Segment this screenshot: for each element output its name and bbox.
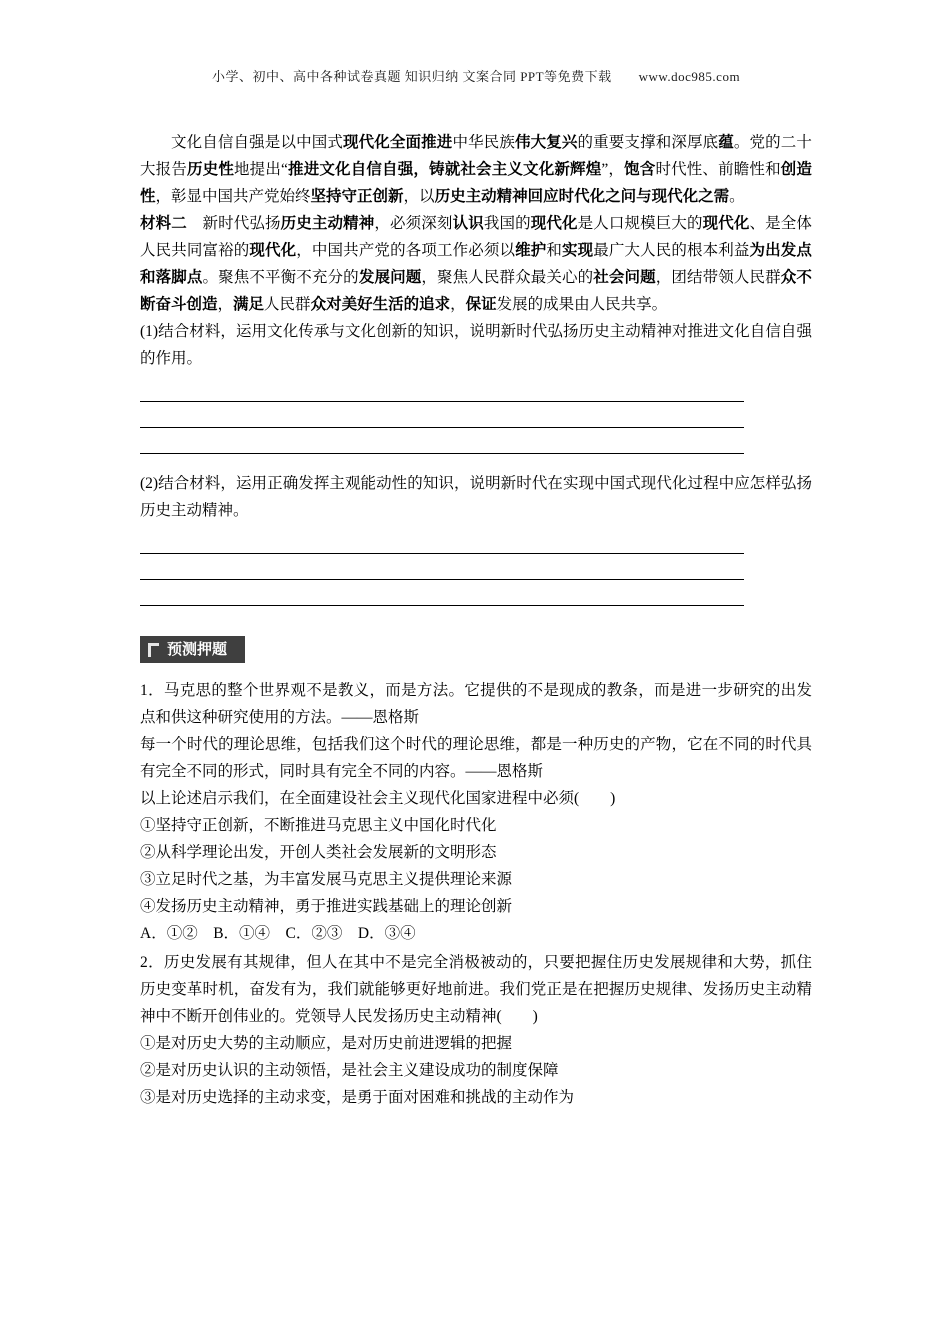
- answer-line: [140, 402, 744, 428]
- mcq1-option-3: ③立足时代之基，为丰富发展马克思主义提供理论来源: [140, 871, 513, 888]
- answer-area-2: [140, 528, 812, 606]
- subquestion-1: (1)结合材料，运用文化传承与文化创新的知识，说明新时代弘扬历史主动精神对推进文化自信自强的作用。: [140, 323, 812, 367]
- answer-line: [140, 528, 744, 554]
- answer-line: [140, 554, 744, 580]
- mcq2-option-2: ②是对历史认识的主动领悟，是社会主义建设成功的制度保障: [140, 1062, 559, 1079]
- mcq1-stem-prompt: 以上论述启示我们，在全面建设社会主义现代化国家进程中必须( ): [140, 790, 616, 807]
- mcq1-option-1: ①坚持守正创新，不断推进马克思主义中国化时代化: [140, 817, 497, 834]
- doc-header: 小学、初中、高中各种试卷真题 知识归纳 文案合同 PPT等免费下载 www.doc985.com: [211, 69, 741, 84]
- mcq2-option-3: ③是对历史选择的主动求变，是勇于面对困难和挑战的主动作为: [140, 1089, 575, 1106]
- mcq2-stem: 2．历史发展有其规律，但人在其中不是完全消极被动的，只要把握住历史发展规律和大势，抓住历史变革时机，奋发有为，我们就能够更好地前进。我们党正是在把握历史规律、发扬历史主动精神中不断开创伟业的。党领导人民发扬历史主动精神( ): [140, 954, 812, 1025]
- mcq1-answer-choices: A．①② B．①④ C．②③ D．③④: [140, 925, 416, 942]
- mcq2-option-1: ①是对历史大势的主动顺应，是对历史前进逻辑的把握: [140, 1035, 513, 1052]
- section-title: 预测押题: [167, 641, 228, 658]
- section-header-prediction: [140, 636, 245, 663]
- mcq1-option-4: ④发扬历史主动精神，勇于推进实践基础上的理论创新: [140, 898, 513, 915]
- mcq-question-2: [140, 949, 812, 1111]
- intro-paragraph-1: 文化自信自强是以中国式现代化全面推进中华民族伟大复兴的重要支撑和深厚底蕴。党的二十大报告历史性地提出“推进文化自信自强，铸就社会主义文化新辉煌”，饱含时代性、前瞻性和创造性，彰显中国共产党始终坚持守正创新，以历史主动精神回应时代化之问与现代化之需。: [140, 134, 812, 205]
- answer-area-1: [140, 376, 812, 454]
- corner-bracket-icon: [148, 643, 159, 657]
- mcq1-stem-quote-2: 每一个时代的理论思维，包括我们这个时代的理论思维，都是一种历史的产物，它在不同的时代具有完全不同的形式，同时具有完全不同的内容。——恩格斯: [140, 736, 812, 780]
- mcq-question-1: [140, 677, 812, 947]
- answer-line: [140, 376, 744, 402]
- material-2-paragraph: 材料二 新时代弘扬历史主动精神，必须深刻认识我国的现代化是人口规模巨大的现代化、是全体人民共同富裕的现代化，中国共产党的各项工作必须以维护和实现最广大人民的根本利益为出发点和落脚点。聚焦不平衡不充分的发展问题，聚焦人民群众最关心的社会问题，团结带领人民群众不断奋斗创造，满足人民群众对美好生活的追求，保证发展的成果由人民共享。: [140, 215, 812, 313]
- answer-line: [140, 580, 744, 606]
- mcq1-option-2: ②从科学理论出发，开创人类社会发展新的文明形态: [140, 844, 497, 861]
- mcq1-stem-quote-1: 1．马克思的整个世界观不是教义，而是方法。它提供的不是现成的教条，而是进一步研究的出发点和供这种研究使用的方法。——恩格斯: [140, 682, 812, 726]
- answer-line: [140, 428, 744, 454]
- subquestion-2: (2)结合材料，运用正确发挥主观能动性的知识，说明新时代在实现中国式现代化过程中应怎样弘扬历史主动精神。: [140, 475, 812, 519]
